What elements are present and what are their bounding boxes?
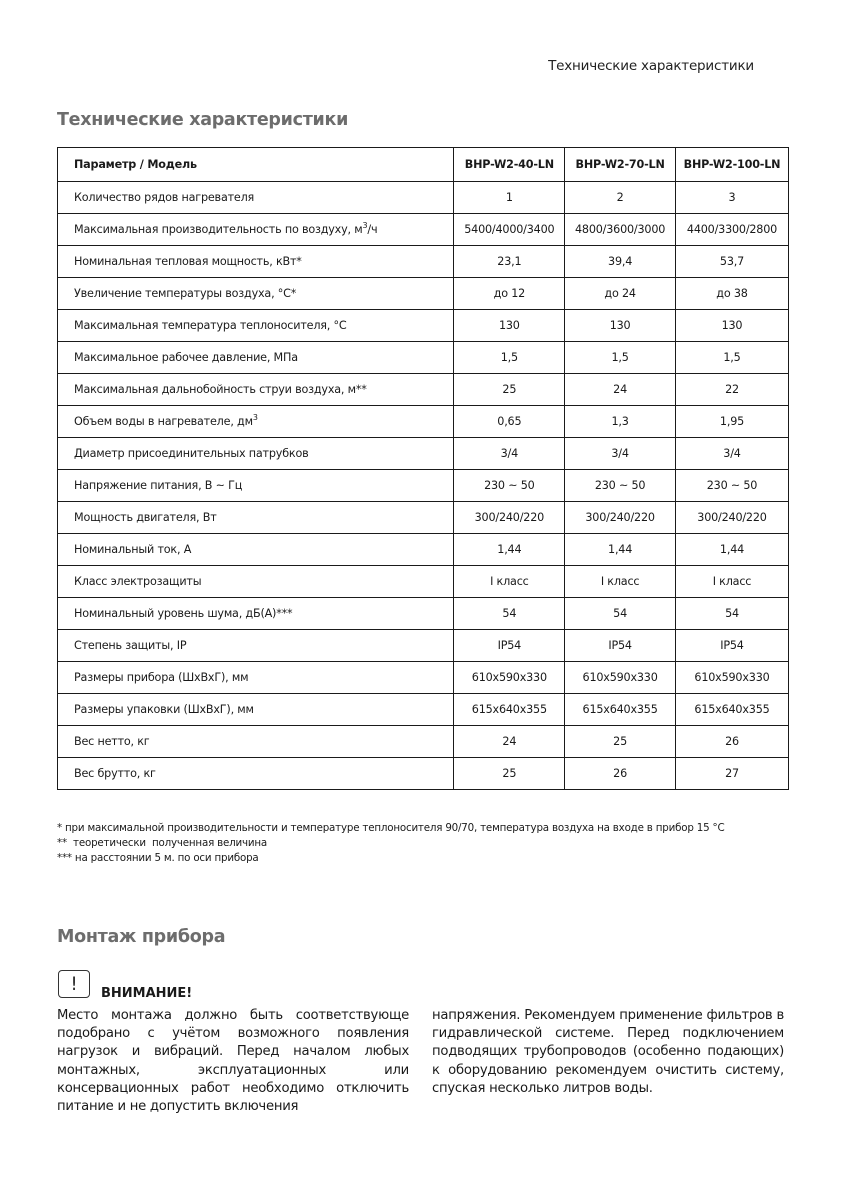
table-row bbox=[58, 630, 789, 662]
param-cell bbox=[58, 246, 454, 278]
table-row bbox=[58, 278, 789, 310]
footnotes bbox=[57, 821, 724, 866]
param-label: Напряжение питания, В ~ Гц bbox=[74, 479, 243, 492]
value-cell-model-1: I класс bbox=[454, 566, 565, 598]
param-cell bbox=[58, 694, 454, 726]
specs-table-body bbox=[58, 182, 789, 790]
warning-block bbox=[58, 970, 193, 1001]
value-cell-model-1: 0,65 bbox=[454, 406, 565, 438]
value-cell-model-2: 2 bbox=[565, 182, 676, 214]
param-superscript: 3 bbox=[252, 413, 258, 422]
installation-section-title: Монтаж прибора bbox=[57, 927, 226, 947]
table-row bbox=[58, 694, 789, 726]
value-cell-model-2: 300/240/220 bbox=[565, 502, 676, 534]
installation-text-right: напряжения. Рекомендуем применение фильтров в гидравлической системе. Перед подключением подводящих трубопроводов (особенно подающих) к оборудованию рекомендуем очистить систему, спуская несколько литров воды. bbox=[432, 1008, 784, 1096]
param-cell bbox=[58, 502, 454, 534]
value-cell-model-1: до 12 bbox=[454, 278, 565, 310]
column-header-model-3: BHP-W2-100-LN bbox=[675, 148, 788, 182]
value-cell-model-3: 230 ~ 50 bbox=[675, 470, 788, 502]
column-header-model-2: BHP-W2-70-LN bbox=[565, 148, 676, 182]
value-cell-model-3: 53,7 bbox=[675, 246, 788, 278]
table-row bbox=[58, 406, 789, 438]
param-label: Класс электрозащиты bbox=[74, 575, 202, 588]
table-row bbox=[58, 534, 789, 566]
value-cell-model-2: 24 bbox=[565, 374, 676, 406]
footnote-1: * при максимальной производительности и температуре теплоносителя 90/70, температура воздуха на входе в прибор 15 °C bbox=[57, 822, 725, 834]
param-label: Количество рядов нагревателя bbox=[74, 191, 255, 204]
value-cell-model-2: I класс bbox=[565, 566, 676, 598]
table-row bbox=[58, 662, 789, 694]
value-cell-model-1: 130 bbox=[454, 310, 565, 342]
value-cell-model-1: IP54 bbox=[454, 630, 565, 662]
param-label: Максимальная дальнобойность струи воздуха, м** bbox=[74, 383, 367, 396]
param-label: Максимальная производительность по воздуху, м bbox=[74, 223, 363, 236]
table-row bbox=[58, 726, 789, 758]
value-cell-model-3: 615x640x355 bbox=[675, 694, 788, 726]
specs-table bbox=[57, 147, 789, 790]
table-row bbox=[58, 502, 789, 534]
param-label: Номинальная тепловая мощность, кВт* bbox=[74, 255, 302, 268]
param-label: Максимальное рабочее давление, МПа bbox=[74, 351, 298, 364]
column-header-model-1: BHP-W2-40-LN bbox=[454, 148, 565, 182]
param-cell bbox=[58, 278, 454, 310]
value-cell-model-2: 3/4 bbox=[565, 438, 676, 470]
value-cell-model-3: 3 bbox=[675, 182, 788, 214]
value-cell-model-2: 54 bbox=[565, 598, 676, 630]
value-cell-model-1: 24 bbox=[454, 726, 565, 758]
value-cell-model-3: I класс bbox=[675, 566, 788, 598]
value-cell-model-1: 300/240/220 bbox=[454, 502, 565, 534]
value-cell-model-2: 26 bbox=[565, 758, 676, 790]
param-cell bbox=[58, 214, 454, 246]
value-cell-model-3: 1,95 bbox=[675, 406, 788, 438]
table-header-row bbox=[58, 148, 789, 182]
value-cell-model-2: 4800/3600/3000 bbox=[565, 214, 676, 246]
param-cell bbox=[58, 438, 454, 470]
param-label: Степень защиты, IP bbox=[74, 639, 187, 652]
value-cell-model-2: IP54 bbox=[565, 630, 676, 662]
value-cell-model-1: 615x640x355 bbox=[454, 694, 565, 726]
value-cell-model-3: IP54 bbox=[675, 630, 788, 662]
param-cell bbox=[58, 534, 454, 566]
footnote-2: ** теоретически полученная величина bbox=[57, 837, 268, 849]
param-label: Увеличение температуры воздуха, °C* bbox=[74, 287, 297, 300]
table-row bbox=[58, 598, 789, 630]
param-label: Номинальный ток, А bbox=[74, 543, 192, 556]
table-row bbox=[58, 246, 789, 278]
value-cell-model-1: 5400/4000/3400 bbox=[454, 214, 565, 246]
value-cell-model-3: 27 bbox=[675, 758, 788, 790]
value-cell-model-2: до 24 bbox=[565, 278, 676, 310]
value-cell-model-2: 39,4 bbox=[565, 246, 676, 278]
value-cell-model-3: 300/240/220 bbox=[675, 502, 788, 534]
value-cell-model-2: 230 ~ 50 bbox=[565, 470, 676, 502]
param-label: Вес брутто, кг bbox=[74, 767, 156, 780]
value-cell-model-1: 25 bbox=[454, 758, 565, 790]
value-cell-model-3: до 38 bbox=[675, 278, 788, 310]
value-cell-model-3: 3/4 bbox=[675, 438, 788, 470]
table-row bbox=[58, 310, 789, 342]
param-label: Мощность двигателя, Вт bbox=[74, 511, 217, 524]
running-header: Технические характеристики bbox=[548, 58, 754, 74]
table-row bbox=[58, 470, 789, 502]
value-cell-model-3: 22 bbox=[675, 374, 788, 406]
column-header-param: Параметр / Модель bbox=[58, 148, 454, 182]
param-label: Размеры упаковки (ШxВxГ), мм bbox=[74, 703, 254, 716]
value-cell-model-1: 230 ~ 50 bbox=[454, 470, 565, 502]
param-label: Размеры прибора (ШxВxГ), мм bbox=[74, 671, 249, 684]
value-cell-model-2: 1,5 bbox=[565, 342, 676, 374]
value-cell-model-3: 54 bbox=[675, 598, 788, 630]
param-label: Номинальный уровень шума, дБ(А)*** bbox=[74, 607, 293, 620]
param-cell bbox=[58, 566, 454, 598]
value-cell-model-3: 26 bbox=[675, 726, 788, 758]
param-label: Объем воды в нагревателе, дм bbox=[74, 415, 253, 428]
table-row bbox=[58, 374, 789, 406]
value-cell-model-3: 1,5 bbox=[675, 342, 788, 374]
table-row bbox=[58, 438, 789, 470]
table-row bbox=[58, 342, 789, 374]
table-row bbox=[58, 182, 789, 214]
warning-label: ВНИМАНИЕ! bbox=[101, 986, 193, 1001]
param-cell bbox=[58, 662, 454, 694]
value-cell-model-1: 610x590x330 bbox=[454, 662, 565, 694]
footnote-3: *** на расстоянии 5 м. по оси прибора bbox=[57, 852, 259, 864]
param-cell bbox=[58, 630, 454, 662]
param-cell bbox=[58, 470, 454, 502]
param-cell bbox=[58, 310, 454, 342]
param-cell bbox=[58, 374, 454, 406]
param-label: Диаметр присоединительных патрубков bbox=[74, 447, 309, 460]
param-cell bbox=[58, 758, 454, 790]
value-cell-model-2: 130 bbox=[565, 310, 676, 342]
value-cell-model-3: 1,44 bbox=[675, 534, 788, 566]
value-cell-model-1: 25 bbox=[454, 374, 565, 406]
param-label: Вес нетто, кг bbox=[74, 735, 150, 748]
exclamation-box-icon: ! bbox=[58, 970, 90, 998]
table-row bbox=[58, 214, 789, 246]
param-label: Максимальная температура теплоносителя, °C bbox=[74, 319, 347, 332]
value-cell-model-1: 1,44 bbox=[454, 534, 565, 566]
param-cell bbox=[58, 406, 454, 438]
installation-text-left: Место монтажа должно быть соответствующе подобрано с учётом возможного появления нагрузок и вибраций. Перед началом любых монтажных, эксплуатационных или консервационных работ необходимо отключить питание и не допустить включения bbox=[57, 1008, 409, 1115]
value-cell-model-2: 610x590x330 bbox=[565, 662, 676, 694]
value-cell-model-3: 4400/3300/2800 bbox=[675, 214, 788, 246]
param-cell bbox=[58, 342, 454, 374]
value-cell-model-1: 23,1 bbox=[454, 246, 565, 278]
value-cell-model-1: 1,5 bbox=[454, 342, 565, 374]
value-cell-model-1: 1 bbox=[454, 182, 565, 214]
value-cell-model-2: 615x640x355 bbox=[565, 694, 676, 726]
param-cell bbox=[58, 598, 454, 630]
specs-section-title: Технические характеристики bbox=[57, 110, 349, 130]
param-suffix: /ч bbox=[367, 223, 378, 236]
value-cell-model-1: 3/4 bbox=[454, 438, 565, 470]
value-cell-model-2: 1,44 bbox=[565, 534, 676, 566]
value-cell-model-1: 54 bbox=[454, 598, 565, 630]
value-cell-model-2: 1,3 bbox=[565, 406, 676, 438]
table-row bbox=[58, 566, 789, 598]
param-cell bbox=[58, 182, 454, 214]
param-superscript: 3 bbox=[362, 221, 368, 230]
param-cell bbox=[58, 726, 454, 758]
value-cell-model-3: 610x590x330 bbox=[675, 662, 788, 694]
value-cell-model-2: 25 bbox=[565, 726, 676, 758]
value-cell-model-3: 130 bbox=[675, 310, 788, 342]
table-row bbox=[58, 758, 789, 790]
